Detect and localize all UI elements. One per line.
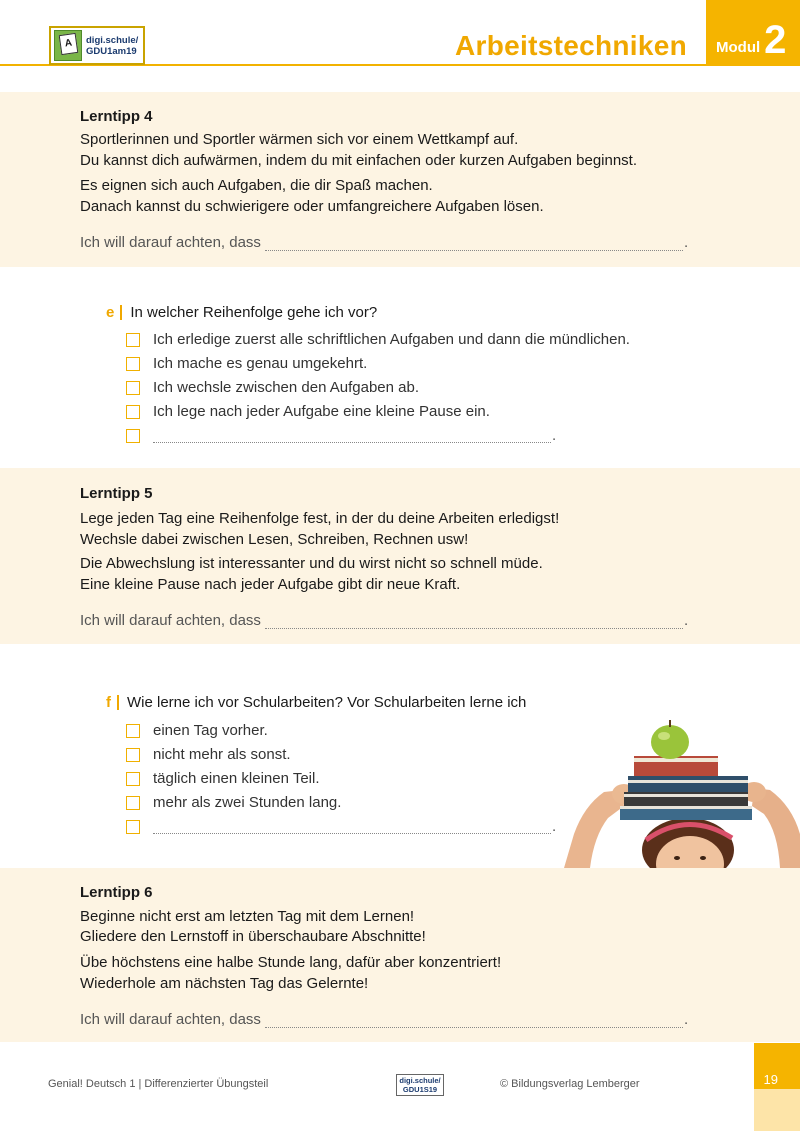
lerntipp-6-line: Beginne nicht erst am letzten Tag mit dem Lernen!: [80, 908, 415, 925]
checkbox[interactable]: [126, 820, 140, 834]
option-item: [126, 746, 291, 763]
question-f: [106, 694, 526, 711]
footer-book-title: Genial! Deutsch 1 | Differenzierter Übungsteil: [48, 1078, 269, 1090]
lerntipp-6-line: Wiederhole am nächsten Tag das Gelernte!: [80, 975, 369, 992]
option-label: Ich wechsle zwischen den Aufgaben ab.: [153, 379, 420, 396]
option-item-custom: .: [126, 818, 556, 835]
page-number: 19: [763, 1072, 778, 1087]
lerntipp-5-line: Lege jeden Tag eine Reihenfolge fest, in der du deine Arbeiten erledigst!: [80, 510, 560, 527]
checkbox[interactable]: [126, 429, 140, 443]
question-bar: [117, 695, 119, 710]
checkbox[interactable]: [126, 405, 140, 419]
lerntipp-6-line: Übe höchstens eine halbe Stunde lang, dafür aber konzentriert!: [80, 954, 502, 971]
digi-schule-badge[interactable]: [49, 26, 145, 65]
lerntipp-5-panel: [0, 468, 800, 644]
modul-tab: [706, 0, 800, 66]
girl-with-books-photo: [564, 714, 800, 868]
fill-prompt: Ich will darauf achten, dass: [80, 1011, 261, 1028]
answer-line[interactable]: [265, 614, 683, 629]
footer-digi-schule-badge[interactable]: [396, 1074, 444, 1096]
lerntipp-5-fill-row: Ich will darauf achten, dass .: [80, 612, 689, 629]
option-label: nicht mehr als sonst.: [153, 746, 291, 763]
answer-line[interactable]: [153, 819, 551, 834]
question-letter: e: [106, 304, 115, 321]
question-text: In welcher Reihenfolge gehe ich vor?: [130, 304, 378, 321]
page-title: Arbeitstechniken: [455, 30, 687, 61]
lerntipp-4-line: Danach kannst du schwierigere oder umfangreichere Aufgaben lösen.: [80, 198, 544, 215]
lerntipp-6-fill-row: Ich will darauf achten, dass .: [80, 1011, 689, 1028]
question-e: [106, 304, 377, 321]
checkbox[interactable]: [126, 748, 140, 762]
option-item-custom: .: [126, 427, 556, 444]
option-item: [126, 770, 320, 787]
option-label: einen Tag vorher.: [153, 722, 268, 739]
badge-line-2: GDU1am19: [86, 45, 137, 57]
fill-prompt: Ich will darauf achten, dass: [80, 612, 261, 629]
option-label: Ich erledige zuerst alle schriftlichen Aufgaben und dann die mündlichen.: [153, 331, 630, 348]
modul-number: 2: [764, 18, 787, 62]
fill-prompt: Ich will darauf achten, dass: [80, 234, 261, 251]
option-item: [126, 355, 367, 372]
lerntipp-4-line: Es eignen sich auch Aufgaben, die dir Spaß machen.: [80, 177, 433, 194]
lerntipp-6-panel: [0, 868, 800, 1042]
option-item: [126, 722, 268, 739]
footer-badge-line-1: digi.schule/: [399, 1076, 441, 1085]
lerntipp-5-line: Die Abwechslung ist interessanter und du wirst nicht so schnell müde.: [80, 555, 543, 572]
modul-label: Modul: [716, 39, 761, 56]
answer-line[interactable]: [153, 428, 551, 443]
footer-badge-line-2: GDU1S19: [402, 1085, 438, 1094]
footer-publisher: © Bildungsverlag Lemberger: [500, 1078, 640, 1090]
lerntipp-4-line: Du kannst dich aufwärmen, indem du mit einfachen oder kurzen Aufgaben beginnst.: [80, 152, 638, 169]
lerntipp-4-title: Lerntipp 4: [80, 108, 153, 125]
option-label: täglich einen kleinen Teil.: [153, 770, 320, 787]
question-bar: [120, 305, 122, 320]
question-text: Wie lerne ich vor Schularbeiten? Vor Schularbeiten lerne ich: [127, 694, 527, 711]
checkbox[interactable]: [126, 333, 140, 347]
lerntipp-6-line: Gliedere den Lernstoff in überschaubare Abschnitte!: [80, 928, 426, 945]
lerntipp-5-line: Wechsle dabei zwischen Lesen, Schreiben, Rechnen usw!: [80, 531, 469, 548]
checkbox[interactable]: [126, 381, 140, 395]
lerntipp-4-panel: [0, 92, 800, 267]
option-item: [126, 331, 630, 348]
answer-line[interactable]: [265, 236, 683, 251]
digi-schule-icon: A: [54, 30, 82, 61]
lerntipp-4-line: Sportlerinnen und Sportler wärmen sich vor einem Wettkampf auf.: [80, 131, 519, 148]
answer-line[interactable]: [265, 1013, 683, 1028]
badge-line-1: digi.schule/: [86, 34, 139, 46]
checkbox[interactable]: [126, 772, 140, 786]
option-label: Ich mache es genau umgekehrt.: [153, 355, 368, 372]
option-item: [126, 794, 341, 811]
option-label: mehr als zwei Stunden lang.: [153, 794, 342, 811]
checkbox[interactable]: [126, 357, 140, 371]
checkbox[interactable]: [126, 796, 140, 810]
option-label: Ich lege nach jeder Aufgabe eine kleine Pause ein.: [153, 403, 490, 420]
lerntipp-4-fill-row: Ich will darauf achten, dass .: [80, 234, 689, 251]
question-letter: f: [106, 694, 111, 711]
option-item: [126, 403, 490, 420]
lerntipp-5-line: Eine kleine Pause nach jeder Aufgabe gibt dir neue Kraft.: [80, 576, 461, 593]
option-item: [126, 379, 419, 396]
lerntipp-6-title: Lerntipp 6: [80, 884, 153, 901]
lerntipp-5-title: Lerntipp 5: [80, 485, 153, 502]
checkbox[interactable]: [126, 724, 140, 738]
